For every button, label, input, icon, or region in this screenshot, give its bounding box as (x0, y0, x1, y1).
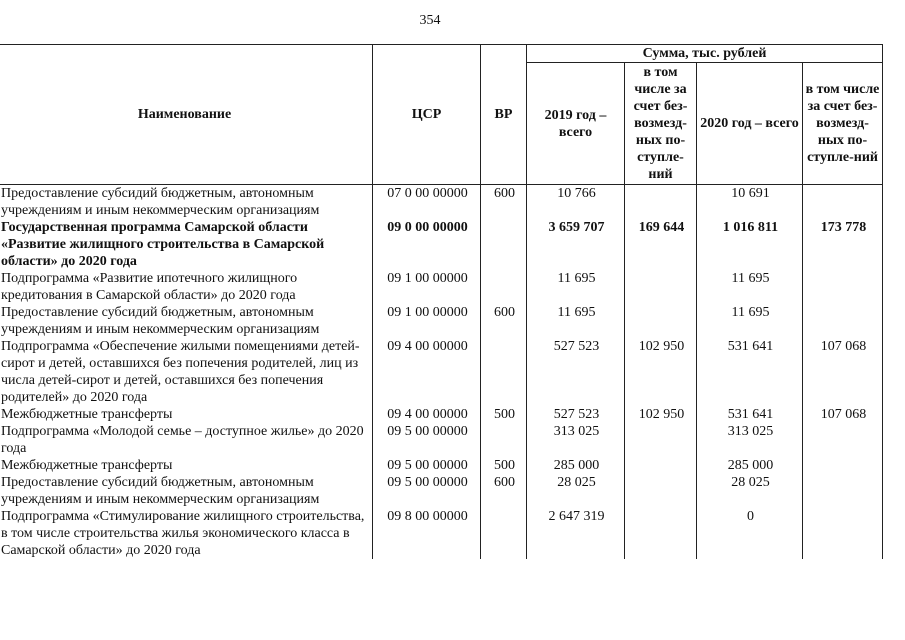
row-csr: 09 8 00 00000 (373, 508, 481, 559)
row-name: Предоставление субсидий бюджетным, автономным учреждениям и иным некоммерческим организациям (0, 304, 373, 338)
header-2019-free: в том числе за счет без-возмезд-ных по-ступле-ний (625, 63, 697, 185)
row-2020-free (803, 270, 883, 304)
page-number: 354 (419, 13, 441, 28)
table-row (0, 406, 883, 423)
row-vr: 600 (481, 474, 527, 508)
row-2019-total: 28 025 (527, 474, 625, 508)
row-2020-total: 1 016 811 (697, 219, 803, 270)
row-name: Государственная программа Самарской области «Развитие жилищного строительства в Самарской области» до 2020 года (0, 219, 373, 270)
row-vr (481, 423, 527, 457)
row-2019-free (625, 423, 697, 457)
row-2020-free (803, 508, 883, 559)
row-csr: 09 4 00 00000 (373, 338, 481, 406)
row-name: Межбюджетные трансферты (0, 406, 373, 423)
row-2020-total: 0 (697, 508, 803, 559)
table-row (0, 219, 883, 270)
row-2019-total: 313 025 (527, 423, 625, 457)
row-2019-total: 3 659 707 (527, 219, 625, 270)
header-sum-group: Сумма, тыс. рублей (527, 45, 883, 63)
row-2020-total: 28 025 (697, 474, 803, 508)
row-2019-free (625, 304, 697, 338)
row-2019-total: 527 523 (527, 406, 625, 423)
header-2019-total: 2019 год – всего (527, 63, 625, 185)
row-vr (481, 219, 527, 270)
row-2019-total: 11 695 (527, 270, 625, 304)
row-csr: 09 4 00 00000 (373, 406, 481, 423)
header-vr: ВР (481, 45, 527, 185)
row-2020-total: 531 641 (697, 406, 803, 423)
row-2019-free (625, 457, 697, 474)
row-vr: 600 (481, 304, 527, 338)
table-row (0, 423, 883, 457)
row-name: Подпрограмма «Молодой семье – доступное жилье» до 2020 года (0, 423, 373, 457)
row-vr: 600 (481, 185, 527, 220)
row-2019-free (625, 474, 697, 508)
row-name: Межбюджетные трансферты (0, 457, 373, 474)
row-name: Предоставление субсидий бюджетным, автономным учреждениям и иным некоммерческим организациям (0, 185, 373, 220)
table-row (0, 474, 883, 508)
row-vr: 500 (481, 457, 527, 474)
row-vr: 500 (481, 406, 527, 423)
row-csr: 09 1 00 00000 (373, 270, 481, 304)
row-vr (481, 508, 527, 559)
row-csr: 09 5 00 00000 (373, 474, 481, 508)
row-name: Предоставление субсидий бюджетным, автономным учреждениям и иным некоммерческим организациям (0, 474, 373, 508)
row-vr (481, 270, 527, 304)
row-2019-total: 527 523 (527, 338, 625, 406)
row-2020-total: 10 691 (697, 185, 803, 220)
row-2019-free: 169 644 (625, 219, 697, 270)
budget-table (0, 44, 883, 559)
row-2019-total: 11 695 (527, 304, 625, 338)
row-2020-free (803, 423, 883, 457)
header-csr: ЦСР (373, 45, 481, 185)
row-2020-free (803, 304, 883, 338)
row-name: Подпрограмма «Стимулирование жилищного строительства, в том числе строительства жилья экономического класса в Самарской области» до 2020 года (0, 508, 373, 559)
row-2020-free (803, 457, 883, 474)
table-row (0, 508, 883, 559)
row-csr: 07 0 00 00000 (373, 185, 481, 220)
row-name: Подпрограмма «Развитие ипотечного жилищного кредитования в Самарской области» до 2020 года (0, 270, 373, 304)
row-2020-free: 107 068 (803, 338, 883, 406)
row-2019-free: 102 950 (625, 338, 697, 406)
table-row (0, 270, 883, 304)
row-2020-total: 11 695 (697, 304, 803, 338)
row-csr: 09 1 00 00000 (373, 304, 481, 338)
table-row (0, 457, 883, 474)
row-2020-free: 107 068 (803, 406, 883, 423)
row-2019-total: 2 647 319 (527, 508, 625, 559)
header-2020-total: 2020 год – всего (697, 63, 803, 185)
row-2020-total: 11 695 (697, 270, 803, 304)
row-2020-total: 531 641 (697, 338, 803, 406)
header-name: Наименование (0, 45, 373, 185)
row-2020-free (803, 474, 883, 508)
row-2019-free (625, 508, 697, 559)
row-csr: 09 5 00 00000 (373, 457, 481, 474)
row-2020-total: 313 025 (697, 423, 803, 457)
row-2019-free (625, 185, 697, 220)
row-csr: 09 0 00 00000 (373, 219, 481, 270)
row-2019-free: 102 950 (625, 406, 697, 423)
table-row (0, 185, 883, 220)
row-2020-free (803, 185, 883, 220)
table-row (0, 338, 883, 406)
table-row (0, 304, 883, 338)
row-name: Подпрограмма «Обеспечение жилыми помещениями детей-сирот и детей, оставшихся без попечения родителей, лиц из числа детей-сирот и детей, оставшихся без попечения родителей» до 2020 года (0, 338, 373, 406)
row-2020-free: 173 778 (803, 219, 883, 270)
row-2019-total: 285 000 (527, 457, 625, 474)
row-2020-total: 285 000 (697, 457, 803, 474)
header-2020-free: в том числе за счет без-возмезд-ных по-ступле-ний (803, 63, 883, 185)
row-csr: 09 5 00 00000 (373, 423, 481, 457)
row-vr (481, 338, 527, 406)
row-2019-free (625, 270, 697, 304)
row-2019-total: 10 766 (527, 185, 625, 220)
